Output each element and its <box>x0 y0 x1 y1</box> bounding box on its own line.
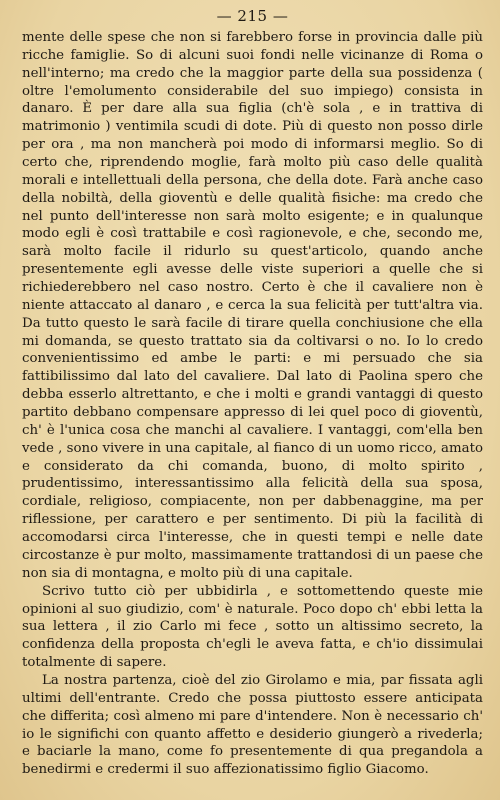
paragraph: Scrivo tutto ciò per ubbidirla , e sottomettendo queste mie opinioni al suo giudizio, com' è naturale. Poco dopo ch' ebbi letta la sua lettera , il zio Carlo mi fece , sotto un altissimo secreto, la confidenza della proposta ch'egli le aveva fatta, e ch'io dissimulai totalmente di sapere. <box>22 583 483 671</box>
paragraph: La nostra partenza, cioè del zio Girolamo e mia, par fissata agli ultimi dell'entrante. Credo che possa piuttosto essere anticipata che differita; così almeno mi pare d'intendere. Non è necessario ch' io le significhi con quanto affetto e desiderio giungerò a rivederla; e baciarle la mano, come fo presentemente di qua pregandola a benedirmi e credermi il suo affezionatissimo figlio Giacomo. <box>22 672 483 778</box>
page-number: — 215 — <box>216 7 289 25</box>
letter-text <box>22 29 483 779</box>
paragraph-continuation: mente delle spese che non si farebbero forse in provincia dalle più ricche famiglie. So di alcuni suoi fondi nelle vicinanze di Roma o nell'interno; ma credo che la maggior parte della sua possidenza ( oltre l'emolumento considerabile del suo impiego) consista in danaro. È per dare alla sua figlia (ch'è sola , e in trattiva di matrimonio ) ventimila scudi di dote. Più di questo non posso dirle per ora , ma non mancherà poi modo di informarsi meglio. So di certo che, riprendendo moglie, farà molto più caso delle qualità morali e intellettuali della persona, che della dote. Farà anche caso della nobiltà, della gioventù e delle qualità fisiche: ma credo che nel punto dell'interesse non sarà molto esigente; e in qualunque modo egli è così trattabile e così ragionevole, e che, secondo me, sarà molto facile il ridurlo su quest'articolo, quando anche presentemente egli avesse delle viste superiori a quelle che si richiederebbero nel caso nostro. Certo è che il cavaliere non è niente attaccato al danaro , e cerca la sua felicità per tutt'altra via. Da tutto questo le sarà facile di tirare quella conchiusione che ella mi domanda, se questo trattato sia da coltivarsi o no. Io lo credo convenientissimo ed ambe le parti: e mi persuado che sia fattibilissimo dal lato del cavaliere. Dal lato di Paolina spero che debba esserlo altrettanto, e che i molti e grandi vantaggi di questo partito debbano compensare appresso di lei quel poco di gioventù, ch' è l'unica cosa che manchi al cavaliere. I vantaggi, com'ella ben vede , sono vivere in una capitale, al fianco di un uomo ricco, amato e considerato da chi comanda, buono, di molto spirito , prudentissimo, interessantissimo alla felicità della sua sposa, cordiale, religioso, compiacente, non per dabbenaggine, ma per riflessione, per carattero e per sentimento. Di più la facilità di accomodarsi circa l'interesse, che in questi tempi e nelle date circostanze è pur molto, massimamente trattandosi di un paese che non sia di montagna, e molto più di una capitale. <box>22 30 483 581</box>
